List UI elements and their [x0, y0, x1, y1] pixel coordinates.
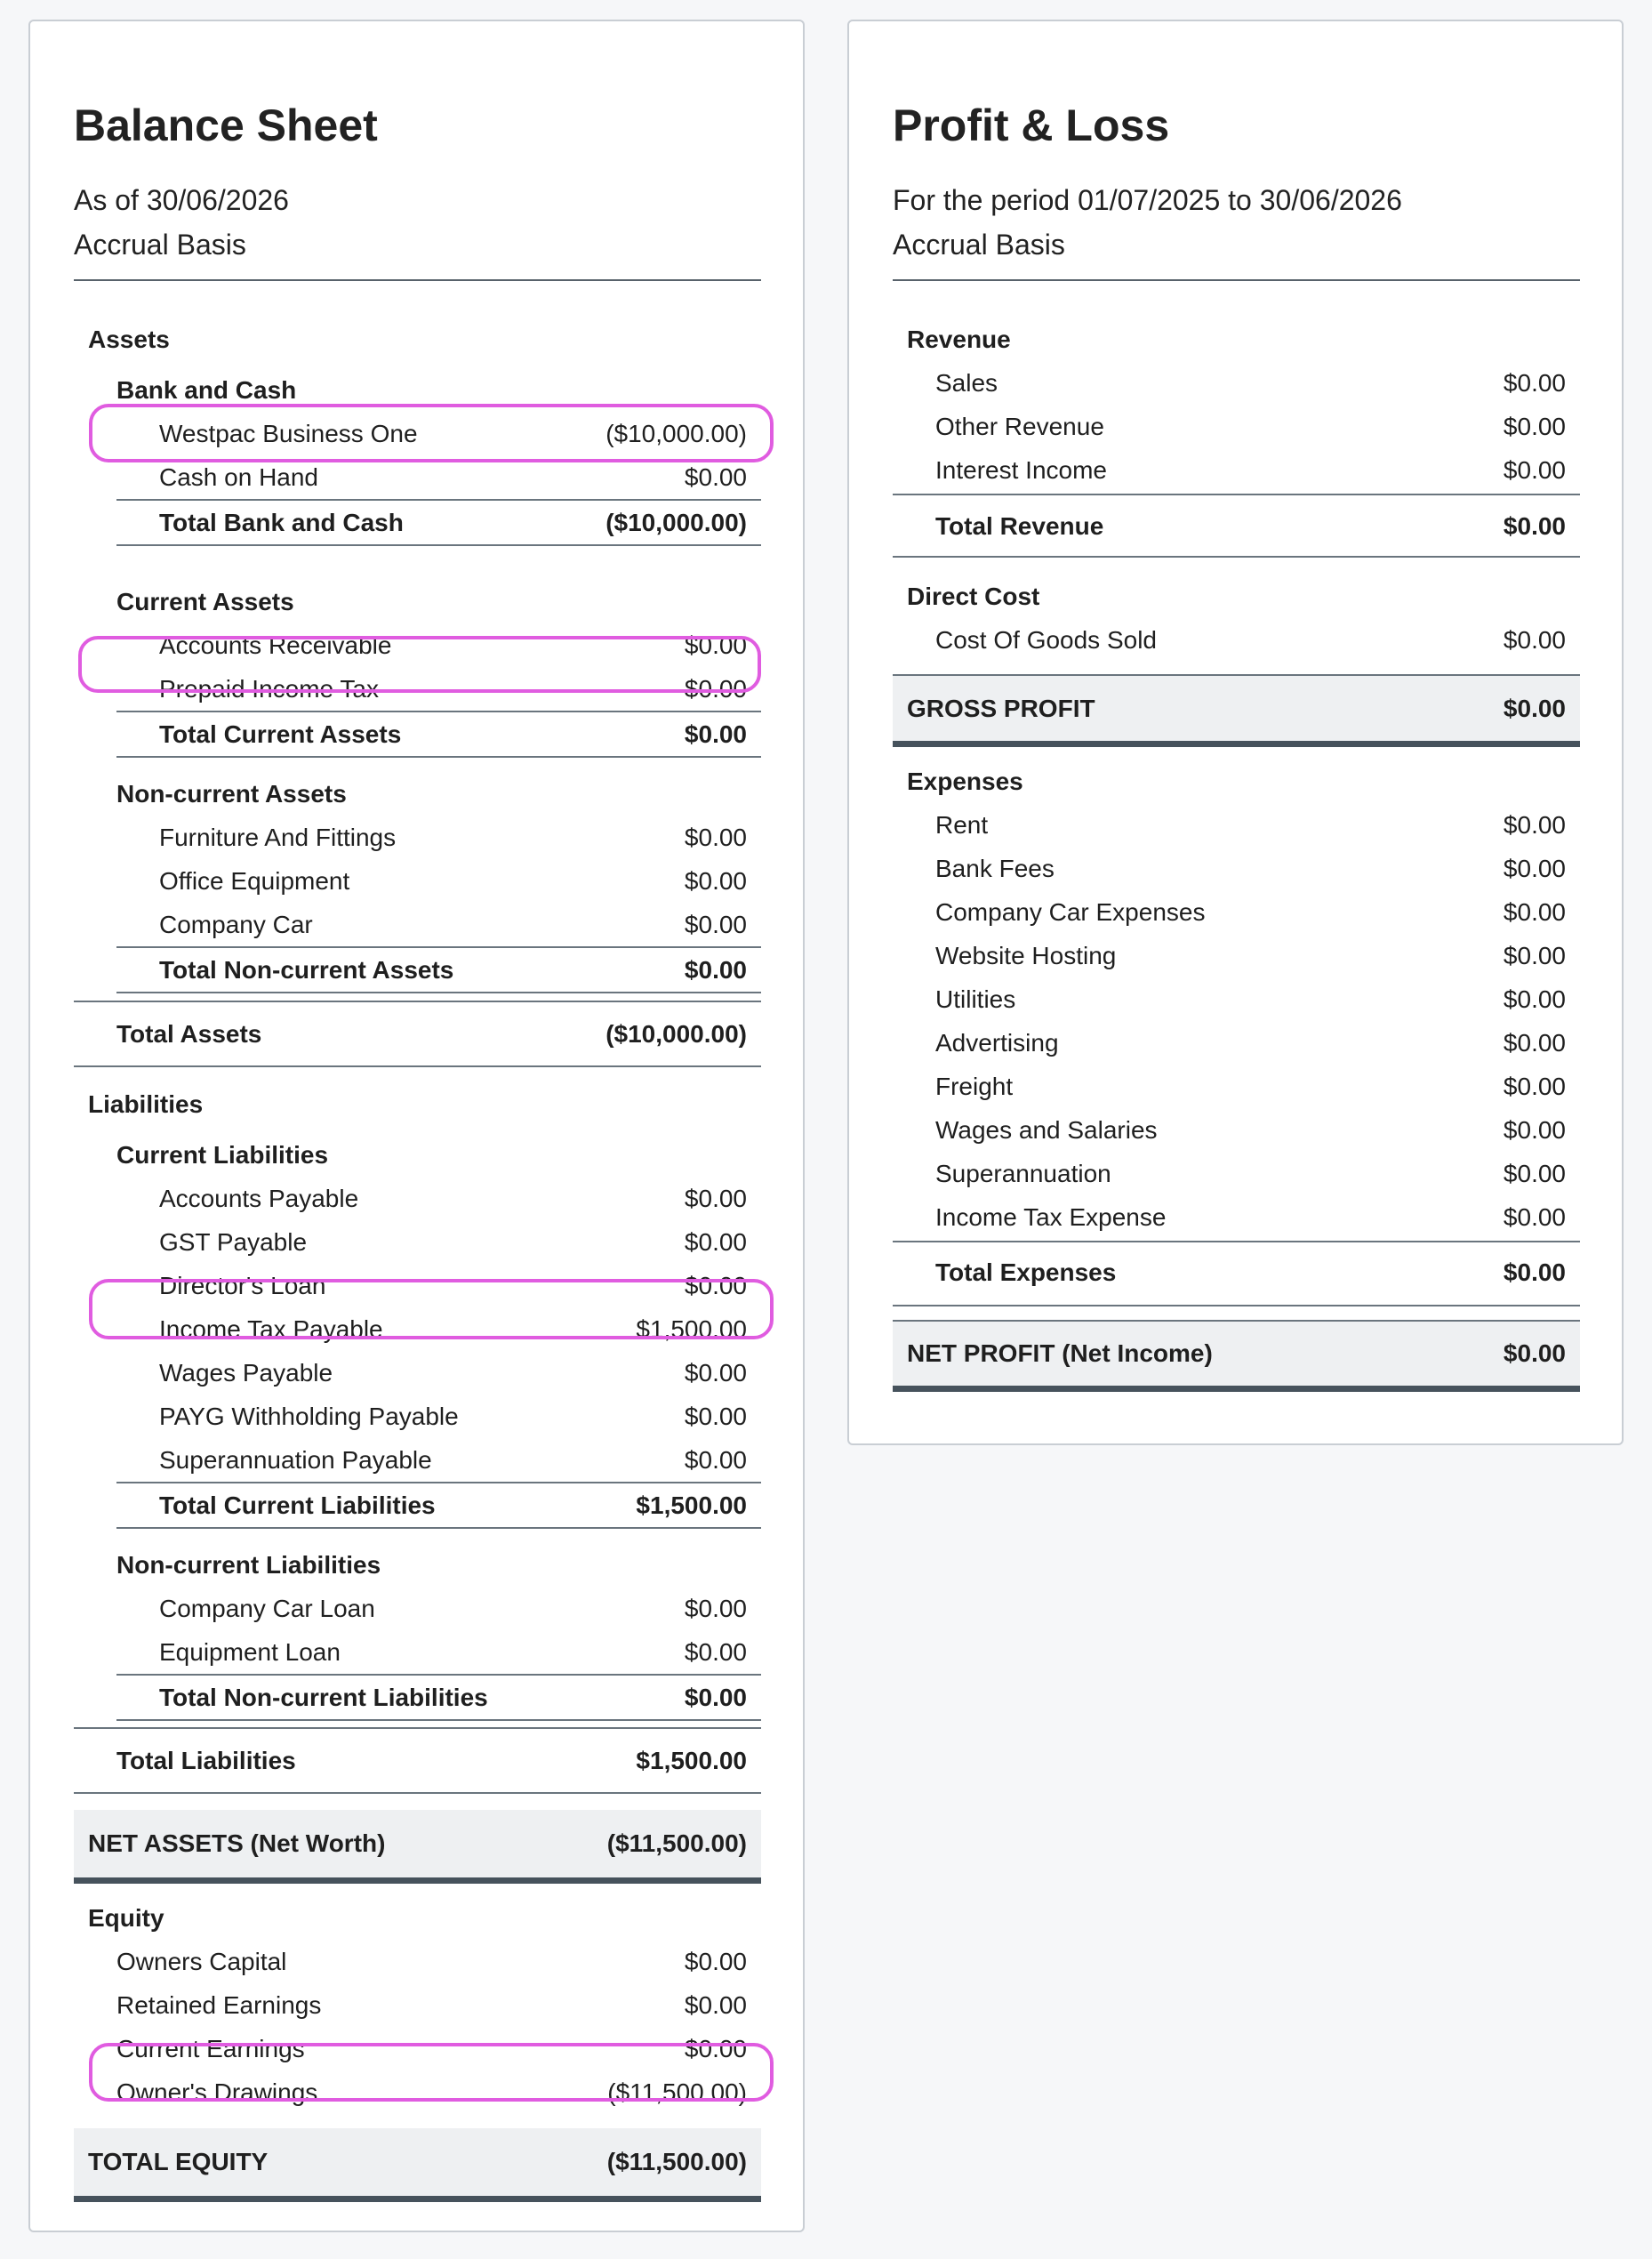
- noncurrent-assets-heading: Non-current Assets: [116, 779, 347, 808]
- account-row: Owner's Drawings ($11,500.00): [116, 2078, 747, 2106]
- account-row: Director's Loan $0.00: [159, 1271, 747, 1299]
- total-current-assets-row: Total Current Assets $0.00: [159, 720, 747, 748]
- bank-cash-heading: Bank and Cash: [116, 375, 297, 404]
- divider: [74, 1792, 761, 1794]
- account-row: Sales $0.00: [935, 368, 1566, 397]
- account-row: Owners Capital $0.00: [116, 1947, 747, 1975]
- total-current-liabilities-row: Total Current Liabilities $1,500.00: [159, 1491, 747, 1519]
- account-row: Website Hosting $0.00: [935, 941, 1566, 969]
- divider: [116, 756, 761, 758]
- divider: [116, 992, 761, 993]
- account-row: Advertising $0.00: [935, 1028, 1566, 1057]
- balance-sheet-date: As of 30/06/2026: [74, 184, 289, 216]
- total-equity-rule: [74, 2196, 761, 2202]
- divider: [74, 1065, 761, 1067]
- total-expenses-row: Total Expenses $0.00: [935, 1258, 1566, 1286]
- divider: [893, 556, 1580, 558]
- profit-loss-basis: Accrual Basis: [893, 229, 1065, 261]
- profit-loss-period: For the period 01/07/2025 to 30/06/2026: [893, 184, 1402, 216]
- account-row: Interest Income $0.00: [935, 455, 1566, 484]
- expenses-heading: Expenses: [907, 767, 1023, 795]
- account-row: Cash on Hand $0.00: [159, 462, 747, 491]
- account-row: Superannuation $0.00: [935, 1159, 1566, 1187]
- divider: [116, 1527, 761, 1529]
- account-row: Current Earnings $0.00: [116, 2034, 747, 2062]
- net-assets-rule: [74, 1877, 761, 1884]
- current-liabilities-heading: Current Liabilities: [116, 1140, 329, 1169]
- header-divider: [893, 279, 1580, 281]
- net-assets-row: NET ASSETS (Net Worth) ($11,500.00): [74, 1810, 761, 1877]
- divider: [116, 544, 761, 546]
- revenue-heading: Revenue: [907, 325, 1011, 353]
- balance-sheet-title: Balance Sheet: [74, 100, 378, 150]
- net-profit-rule: [893, 1386, 1580, 1392]
- divider: [893, 1241, 1580, 1242]
- balance-sheet-panel: [28, 20, 805, 2232]
- account-row: Rent $0.00: [935, 810, 1566, 839]
- account-row: GST Payable $0.00: [159, 1227, 747, 1256]
- account-row: Furniture And Fittings $0.00: [159, 823, 747, 851]
- account-row: Accounts Receivable $0.00: [159, 631, 747, 659]
- account-row: Equipment Loan $0.00: [159, 1637, 747, 1666]
- account-row: Superannuation Payable $0.00: [159, 1445, 747, 1474]
- profit-loss-panel: [847, 20, 1624, 1445]
- account-row: Freight $0.00: [935, 1072, 1566, 1100]
- account-row: PAYG Withholding Payable $0.00: [159, 1402, 747, 1430]
- total-liabilities-row: Total Liabilities $1,500.00: [116, 1746, 747, 1774]
- account-row: Company Car Expenses $0.00: [935, 897, 1566, 926]
- gross-profit-row: GROSS PROFIT $0.00: [893, 676, 1580, 741]
- divider: [74, 1001, 761, 1002]
- total-revenue-row: Total Revenue $0.00: [935, 511, 1566, 540]
- divider: [893, 494, 1580, 495]
- account-row: Company Car Loan $0.00: [159, 1594, 747, 1622]
- account-row: Income Tax Payable $1,500.00: [159, 1314, 747, 1343]
- equity-heading: Equity: [88, 1903, 164, 1932]
- total-bank-cash-row: Total Bank and Cash ($10,000.00): [159, 508, 747, 536]
- assets-heading: Assets: [88, 325, 170, 353]
- total-noncurrent-assets-row: Total Non-current Assets $0.00: [159, 955, 747, 984]
- account-row: Westpac Business One ($10,000.00): [159, 419, 747, 447]
- account-row: Wages Payable $0.00: [159, 1358, 747, 1387]
- profit-loss-title: Profit & Loss: [893, 100, 1170, 150]
- total-assets-row: Total Assets ($10,000.00): [116, 1019, 747, 1048]
- total-equity-row: TOTAL EQUITY ($11,500.00): [74, 2128, 761, 2196]
- total-noncurrent-liabilities-row: Total Non-current Liabilities $0.00: [159, 1683, 747, 1711]
- noncurrent-liabilities-heading: Non-current Liabilities: [116, 1550, 381, 1579]
- divider: [893, 1305, 1580, 1306]
- account-row: Company Car $0.00: [159, 910, 747, 938]
- account-row: Utilities $0.00: [935, 985, 1566, 1013]
- account-row: Accounts Payable $0.00: [159, 1184, 747, 1212]
- account-row: Prepaid Income Tax $0.00: [159, 674, 747, 703]
- divider: [116, 1719, 761, 1721]
- current-assets-heading: Current Assets: [116, 587, 294, 615]
- account-row: Retained Earnings $0.00: [116, 1990, 747, 2019]
- divider: [74, 1727, 761, 1729]
- direct-cost-heading: Direct Cost: [907, 582, 1040, 610]
- account-row: Office Equipment $0.00: [159, 866, 747, 895]
- balance-sheet-basis: Accrual Basis: [74, 229, 246, 261]
- account-row: Wages and Salaries $0.00: [935, 1115, 1566, 1144]
- account-row: Income Tax Expense $0.00: [935, 1202, 1566, 1231]
- liabilities-heading: Liabilities: [88, 1089, 204, 1118]
- net-profit-row: NET PROFIT (Net Income) $0.00: [893, 1322, 1580, 1386]
- gross-profit-rule: [893, 741, 1580, 747]
- header-divider: [74, 279, 761, 281]
- account-row: Other Revenue $0.00: [935, 412, 1566, 440]
- account-row: Bank Fees $0.00: [935, 854, 1566, 882]
- account-row: Cost Of Goods Sold $0.00: [935, 625, 1566, 654]
